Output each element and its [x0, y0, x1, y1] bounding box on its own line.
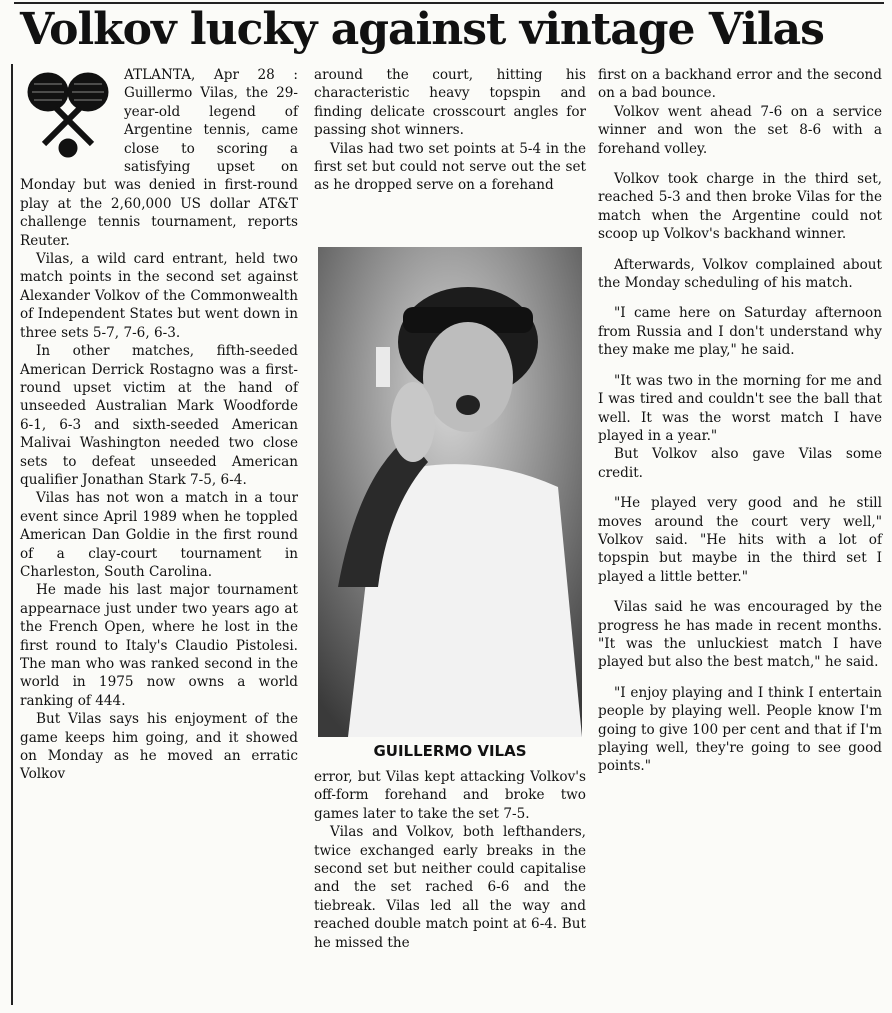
paragraph: "I came here on Saturday afternoon from Russia and I don't understand why they make me play," he said. — [598, 305, 882, 359]
paragraph: Vilas had two set points at 5-4 in the first set but could not serve out the set as he dropped serve on a forehand — [314, 140, 586, 194]
player-photo — [318, 247, 582, 737]
paragraph: Volkov went ahead 7-6 on a service winner and won the set 8-6 with a forehand volley. — [598, 103, 882, 157]
paragraph: Vilas, a wild card entrant, held two match points in the second set against Alexander Volkov of the Commonwealth of Independent States but went down in three sets 5-7, 7-6, 6-3. — [20, 251, 298, 341]
left-column-rule — [11, 64, 13, 1005]
article-column-3 — [598, 66, 882, 776]
headline: Volkov lucky against vintage Vilas — [20, 4, 824, 55]
paragraph: But Vilas says his enjoyment of the game keeps him going, and it showed on Monday as he moved an erratic Volkov — [20, 711, 298, 783]
article-column-2-top — [314, 66, 586, 195]
paragraph: He made his last major tournament appearnace just under two years ago at the French Open, where he lost in the first round to Italy's Claudio Pistolesi. The man who was ranked second in the world in 1975 now owns a world ranking of 444. — [20, 582, 298, 709]
paragraph: error, but Vilas kept attacking Volkov's off-form forehand and broke two games later to take the set 7-5. — [314, 769, 586, 822]
paragraph: "He played very good and he still moves around the court very well," Volkov said. "He hits with a lot of topspin but maybe in the third set I played a little better." — [598, 495, 882, 585]
article-column-2-bottom — [314, 768, 586, 952]
tennis-rackets-icon — [20, 68, 116, 160]
paragraph: Vilas said he was encouraged by the progress he has made in recent months. "It was the unluckiest match I have played but also the best match," he said. — [598, 599, 882, 671]
paragraph: Volkov took charge in the third set, reached 5-3 and then broke Vilas for the match when the Argentine could not scoop up Volkov's backhand winner. — [598, 171, 882, 243]
paragraph: ATLANTA, Apr 28 : Guillermo Vilas, the 29-year-old legend of Argentine tennis, came close to scoring a satisfying upset on Monday but was denied in first-round play at the 2,60,000 US dollar AT&T challenge tennis tournament, reports Reuter. — [20, 67, 298, 249]
paragraph: Vilas and Volkov, both lefthanders, twice exchanged early breaks in the second set but neither could capitalise and the set rached 6-6 and the tiebreak. Vilas led all the way and reached double match point at 6-4. But he missed the — [314, 824, 586, 951]
paragraph: "I enjoy playing and I think I entertain people by playing well. People know I'm going to give 100 per cent and that if I'm playing well, they're going to see good points." — [598, 684, 882, 775]
paragraph: Vilas has not won a match in a tour event since April 1989 when he toppled American Dan Goldie in the first round of a clay-court tournament in Charleston, South Carolina. — [20, 490, 298, 580]
article-column-1 — [20, 66, 298, 784]
paragraph: "It was two in the morning for me and I was tired and couldn't see the ball that well. It was the worst match I have played in a year." — [598, 372, 882, 444]
paragraph: In other matches, fifth-seeded American Derrick Rostagno was a first-round upset victim at the hand of unseeded Australian Mark Woodforde 6-1, 6-3 and sixth-seeded American Malivai Washington needed two close sets to defeat unseeded American qualifier Jonathan Stark 7-5, 6-4. — [20, 343, 298, 488]
paragraph: But Volkov also gave Vilas some credit. — [598, 446, 882, 481]
paragraph: first on a backhand error and the second on a bad bounce. — [598, 67, 882, 102]
paragraph: Afterwards, Volkov complained about the Monday scheduling of his match. — [598, 256, 882, 292]
paragraph: around the court, hitting his characteristic heavy topspin and finding delicate crosscourt angles for passing shot winners. — [314, 67, 586, 139]
photo-caption: GUILLERMO VILAS — [373, 742, 527, 760]
